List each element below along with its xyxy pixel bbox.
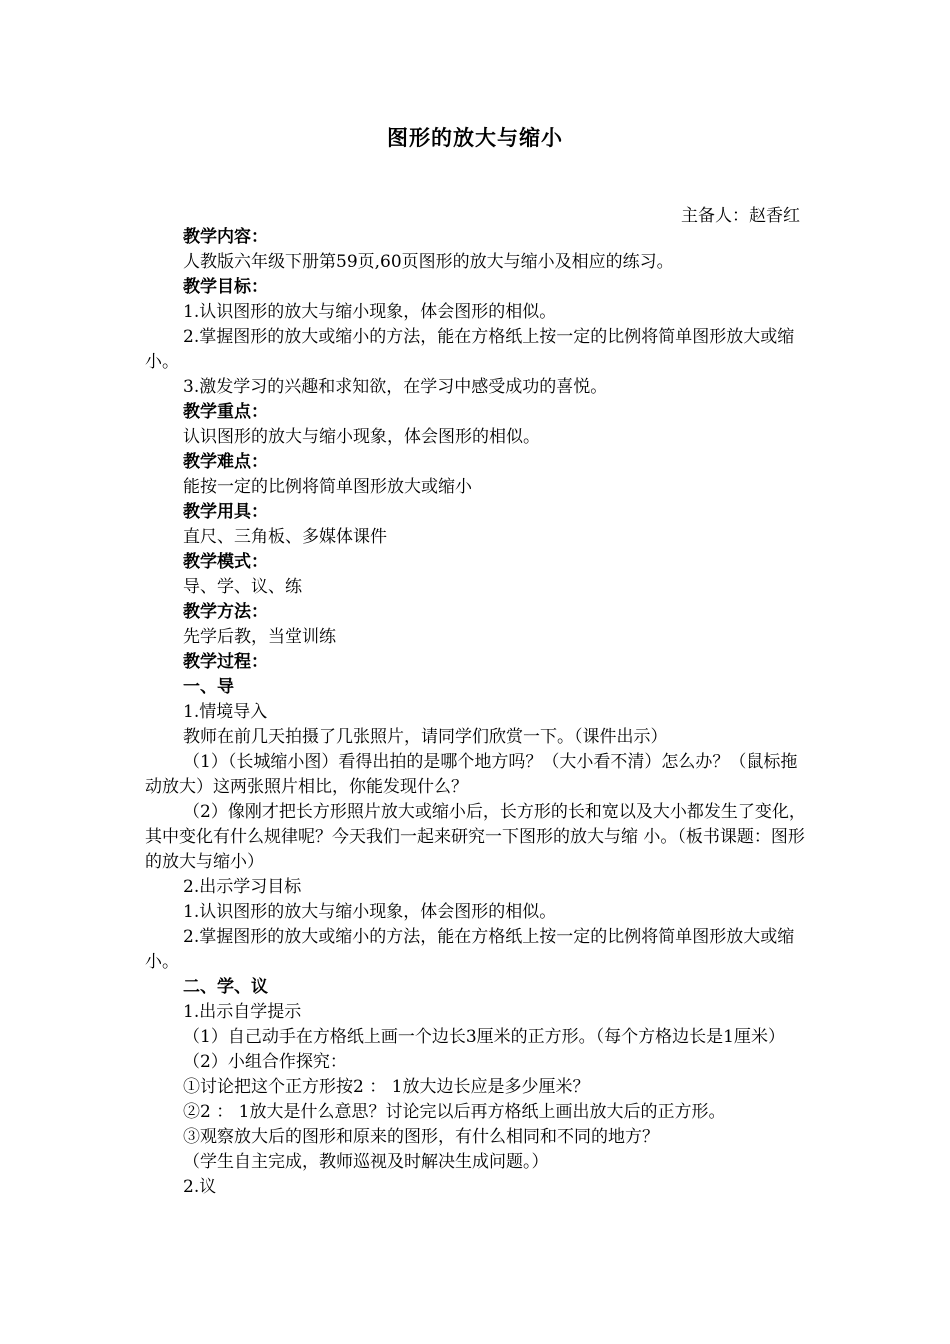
paragraph: 2.出示学习目标 xyxy=(183,877,302,897)
document-body xyxy=(145,225,809,1200)
heading-key: 教学重点： xyxy=(183,402,268,422)
section-heading: 一、导 xyxy=(183,677,234,697)
author-line: 主备人：赵香红 xyxy=(681,206,800,226)
section-heading: 二、学、议 xyxy=(183,977,268,997)
heading-difficult: 教学难点： xyxy=(183,452,268,472)
paragraph: 2.掌握图形的放大或缩小的方法，能在方格纸上按一定的比例将简单图形放大或缩小。 xyxy=(145,327,795,372)
heading-method: 教学方法： xyxy=(183,602,268,622)
paragraph: 1.认识图形的放大与缩小现象，体会图形的相似。 xyxy=(183,302,557,322)
paragraph: ②2 ： 1放大是什么意思？讨论完以后再方格纸上画出放大后的正方形。 xyxy=(183,1102,726,1122)
paragraph: 直尺、三角板、多媒体课件 xyxy=(183,527,387,547)
paragraph: 1.认识图形的放大与缩小现象，体会图形的相似。 xyxy=(183,902,557,922)
paragraph: （1）自己动手在方格纸上画一个边长3厘米的正方形。（每个方格边长是1厘米） xyxy=(183,1027,785,1047)
paragraph: （学生自主完成，教师巡视及时解决生成问题。） xyxy=(183,1152,549,1172)
document-title: 图形的放大与缩小 xyxy=(387,125,563,150)
paragraph: 教师在前几天拍摄了几张照片，请同学们欣赏一下。（课件出示） xyxy=(183,727,668,747)
paragraph: 人教版六年级下册第59页,60页图形的放大与缩小及相应的练习。 xyxy=(183,252,674,272)
paragraph: （1）（长城缩小图）看得出拍的是哪个地方吗？（大小看不清）怎么办？（鼠标拖动放大）这两张照片相比，你能发现什么？ xyxy=(145,752,798,797)
heading-content: 教学内容： xyxy=(183,227,268,247)
paragraph: （2）小组合作探究： xyxy=(183,1052,347,1072)
paragraph: 先学后教，当堂训练 xyxy=(183,627,336,647)
paragraph: 1.出示自学提示 xyxy=(183,1002,302,1022)
paragraph: 2.掌握图形的放大或缩小的方法，能在方格纸上按一定的比例将简单图形放大或缩小。 xyxy=(145,927,795,972)
heading-process: 教学过程： xyxy=(183,652,268,672)
paragraph: 能按一定的比例将简单图形放大或缩小 xyxy=(183,477,472,497)
paragraph: ①讨论把这个正方形按2 ： 1放大边长应是多少厘米？ xyxy=(183,1077,590,1097)
paragraph: 3.激发学习的兴趣和求知欲，在学习中感受成功的喜悦。 xyxy=(183,377,608,397)
paragraph: 1.情境导入 xyxy=(183,702,268,722)
paragraph: ③观察放大后的图形和原来的图形，有什么相同和不同的地方？ xyxy=(183,1127,659,1147)
paragraph: 认识图形的放大与缩小现象，体会图形的相似。 xyxy=(183,427,540,447)
heading-tools: 教学用具： xyxy=(183,502,268,522)
heading-goals: 教学目标： xyxy=(183,277,268,297)
paragraph: 导、学、议、练 xyxy=(183,577,302,597)
paragraph: 2.议 xyxy=(183,1177,217,1197)
heading-mode: 教学模式： xyxy=(183,552,268,572)
paragraph: （2）像刚才把长方形照片放大或缩小后，长方形的长和宽以及大小都发生了变化，其中变化有什么规律呢？今天我们一起来研究一下图形的放大与缩 小。（板书课题：图形的放大与缩小） xyxy=(145,802,806,872)
